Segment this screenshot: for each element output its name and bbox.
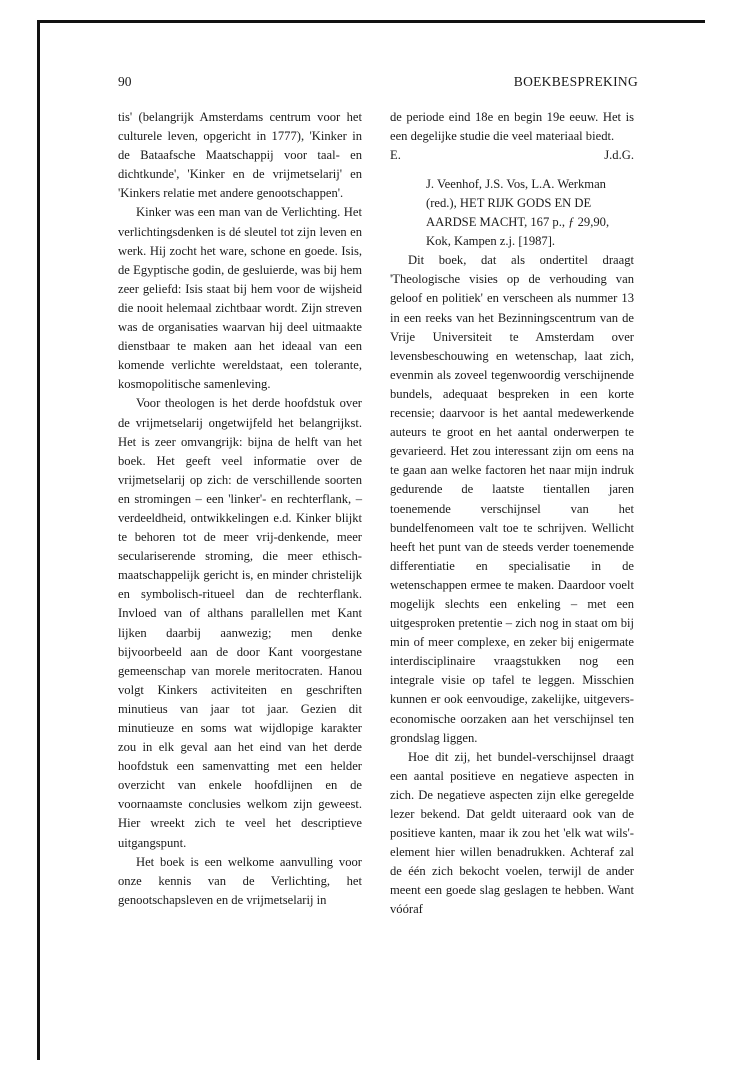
paragraph: Dit boek, dat als ondertitel draagt 'Theologische visies op de verhouding van geloof en politiek' en verscheen als nummer 13 in een reeks van het Bezinningscentrum van de Vrije Universiteit te Amsterdam over levensbeschouwing en wetenschap, laat zich, evenmin als zoveel tegenwoordig verschijnende bundels, adequaat bespreken in een korte recensie; daarvoor is het aantal medewerkende auteurs te groot en het aantal onderwerpen te gevarieerd. Het zou interessant zijn om eens na te gaan aan welke factoren het naar mijn indruk gedurende de laatste tientallen jaren toenemende verschijnsel van het bundelfenomeen valt toe te schrijven. Wellicht heeft het punt van de steeds verder toenemende differentiatie en specialisatie in de wetenschappen ermee te maken. Daardoor voelt mogelijk slechts een enkeling – met een uitgesproken pretentie – zich nog in staat om bij min of meer complexe, en zeker bij enigermate interdisciplinaire vraagstukken nog een integrale visie op tafel te leggen. Misschien kunnen er ook eenvoudige, zakelijke, uitgevers-economische oorzaken aan het verschijnsel ten grondslag liggen. [390, 253, 634, 745]
signature-initial: E. [390, 148, 401, 163]
page-edge-top [40, 20, 705, 23]
page-number: 90 [118, 74, 132, 89]
running-title: BOEKBESPREKING [513, 74, 638, 89]
paragraph: Hoe dit zij, het bundel-verschijnsel draagt een aantal positieve en negatieve aspecten in zich. De negatieve aspecten zijn elke geregelde lezer bekend. Dat geldt uiteraard ook van de positieve kanten, maar ik zou het 'elk wat wils'-element hier willen benadrukken. Achteraf zal de één zich bekocht voelen, terwijl de ander meent een goede slag geslagen te hebben. Want vóóraf [390, 749, 634, 917]
paragraph: Voor theologen is het derde hoofdstuk over de vrijmetselarij ongetwijfeld het belangrijkst. Het is zeer omvangrijk: bijna de helft van het boek. Het geeft veel informatie over de vrijmetselarij op zich: de verschillende soorten en stromingen – een 'linker'- en rechterflank, – verdeeldheid, ontwikkelingen e.d. Kinker blijkt te behoren tot de meer vrij-denkende, meer seculariserende stroming, die meer ethisch-maatschappelijk gericht is, en minder christelijk en symbolisch-ritueel dan de rechterflank. Invloed van of althans parallellen met Kant lijken daarbij aanwezig; men denke bijvoorbeeld aan de door Kant voorgestane gemeenschap van morele meritocraten. Hanou volgt Kinkers activiteiten en geschriften minutieus van jaar tot jaar. Gezien dit minutieuze en soms wat wijdlopige karakter zou in elk geval aan het eind van het derde hoofdstuk een samenvatting met een helder overzicht van enkele hoofdlijnen en de voornaamste conclusies welkom zijn geweest. Hier wreekt zich te veel het descriptieve uitgangspunt. [118, 396, 362, 850]
paragraph: Kinker was een man van de Verlichting. Het verlichtingsdenken is dé sleutel tot zijn leven en werk. Hij zocht het ware, schone en goede. Isis, de Egyptische godin, de gesluierde, was bij hem zeer geliefd: Isis staat bij hem voor de wijsheid die nooit helemaal zichtbaar wordt. Zijn streven was de organisaties waarvan hij deel uitmaakte dienstbaar te maken aan het ideaal van een komende verlichte wereldstaat, een tolerante, kosmopolitische samenleving. [118, 205, 362, 392]
page-edge-left [37, 20, 40, 1060]
citation-price-publisher: 29,90, Kok, Kampen z.j. [1987]. [426, 215, 610, 249]
paragraph-continuation: de periode eind 18e en begin 19e eeuw. Het is een degelijke studie die veel materiaal biedt. [390, 110, 634, 144]
citation-authors-title: J. Veenhof, J.S. Vos, L.A. Werkman (red.), HET RIJK GODS EN DE AARDSE MACHT, 167 p., [426, 177, 606, 230]
paragraph: tis' (belangrijk Amsterdams centrum voor het culturele leven, opgericht in 1777), 'Kinker in de Bataafsche Maatschappij voor taal- en dichtkunde', 'Kinker en de vrijmetselarij' en 'Kinkers relatie met andere genootschappen'. [118, 110, 362, 201]
right-column [390, 108, 634, 920]
book-citation [426, 175, 634, 251]
paragraph: Het boek is een welkome aanvulling voor onze kennis van de Verlichting, het genootschapsleven en de vrijmetselarij in [118, 854, 362, 907]
price-symbol: ƒ [568, 215, 575, 230]
review-signature [390, 146, 634, 165]
signature-author: J.d.G. [604, 148, 634, 163]
left-column [118, 108, 362, 910]
page-header [118, 74, 638, 94]
